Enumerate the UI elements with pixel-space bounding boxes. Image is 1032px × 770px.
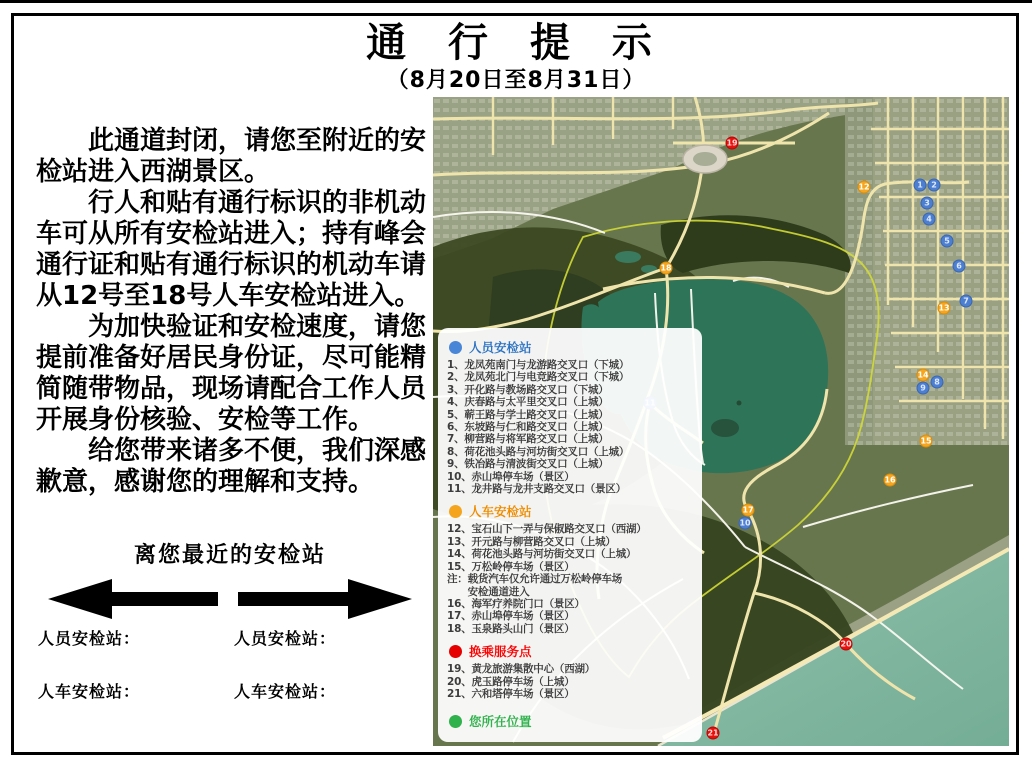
legend-item: 8、荷花池头路与河坊街交叉口（上城）	[447, 445, 630, 458]
map-marker-10: 10	[739, 517, 752, 530]
legend-section-title: 换乘服务点	[469, 644, 532, 660]
person-checkpoints-dot-icon	[449, 341, 462, 354]
vehicle-checkpoint-label-left: 人车安检站：	[38, 682, 141, 701]
nearest-checkpoint-labels	[38, 626, 430, 732]
map-marker-8: 8	[931, 376, 944, 389]
legend-item: 7、柳营路与将军路交叉口（上城）	[447, 433, 609, 446]
notice-paragraph: 行人和贴有通行标识的非机动车可从所有安检站进入；持有峰会通行证和贴有通行标识的机动车请从12号至18号人车安检站进入。	[36, 188, 427, 311]
left-arrow-icon	[48, 579, 218, 619]
legend-item: 15、万松岭停车场（景区）	[447, 560, 575, 573]
map-legend-panel	[438, 328, 702, 742]
map-marker-16: 16	[884, 474, 897, 487]
vehicle-checkpoint-label-right: 人车安检站：	[234, 682, 337, 701]
map-marker-5: 5	[941, 235, 954, 248]
legend-item: 19、黄龙旅游集散中心（西湖）	[447, 663, 596, 676]
legend-item: 6、东坡路与仁和路交叉口（上城）	[447, 421, 609, 434]
map-marker-3: 3	[921, 197, 934, 210]
legend-item: 10、赤山埠停车场（景区）	[447, 470, 575, 483]
legend-item: 1、龙凤苑南门与龙游路交叉口（下城）	[447, 359, 630, 371]
notice-paragraph: 给您带来诸多不便，我们深感歉意，感谢您的理解和支持。	[36, 436, 427, 497]
legend-item: 14、荷花池头路与河坊街交叉口（上城）	[447, 548, 637, 561]
nearest-checkpoint-heading: 离您最近的安检站	[133, 543, 326, 568]
legend-item: 2、龙凤苑北门与电竞路交叉口（下城）	[447, 371, 630, 384]
map-marker-4: 4	[923, 213, 936, 226]
transfer-points-dot-icon	[449, 645, 462, 658]
map-marker-2: 2	[928, 179, 941, 192]
page-title: 通 行 提 示	[366, 20, 666, 66]
legend-item: 9、铁冶路与清波街交叉口（上城）	[447, 458, 609, 471]
map-marker-6: 6	[953, 260, 966, 273]
notice-paragraph: 此通道封闭，请您至附近的安检站进入西湖景区。	[36, 126, 427, 187]
legend-item: 16、海军疗养院门口（景区）	[447, 597, 585, 610]
map-marker-12: 12	[858, 181, 871, 194]
legend-item: 注：载货汽车仅允许通过万松岭停车场	[447, 573, 623, 586]
map-marker-18: 18	[660, 262, 673, 275]
legend-item: 5、蕲王路与学士路交叉口（上城）	[447, 408, 609, 421]
your-location-dot-icon	[449, 715, 462, 728]
map-marker-13: 13	[938, 302, 951, 315]
map-marker-1: 1	[914, 179, 927, 192]
legend-item: 18、玉泉路头山门（景区）	[447, 622, 575, 635]
legend-item: 20、虎玉路停车场（上城）	[447, 675, 575, 688]
map-marker-19: 19	[726, 137, 739, 150]
map-marker-9: 9	[917, 382, 930, 395]
person-checkpoint-label-left: 人员安检站：	[38, 629, 141, 648]
legend-section-transfer-points	[447, 642, 693, 700]
map-marker-14: 14	[917, 369, 930, 382]
legend-item: 13、开元路与柳营路交叉口（上城）	[447, 535, 616, 548]
notice-paragraph: 为加快验证和安检速度，请您提前准备好居民身份证，尽可能精简随带物品，现场请配合工作人员开展身份核验、安检等工作。	[36, 312, 427, 435]
notice-paragraphs	[36, 126, 432, 498]
legend-section-title: 您所在位置	[469, 714, 532, 730]
map-marker-21: 21	[707, 727, 720, 740]
right-arrow-icon	[238, 579, 412, 619]
map-marker-15: 15	[920, 435, 933, 448]
legend-section-title: 人员安检站	[469, 340, 532, 355]
direction-arrows	[30, 572, 430, 626]
top-border-strip	[0, 0, 1032, 3]
legend-section-person-checkpoints	[447, 338, 693, 495]
map-marker-20: 20	[840, 638, 853, 651]
page-subtitle: （8月20日至8月31日）	[386, 68, 646, 93]
legend-item: 4、庆春路与太平里交叉口（上城）	[447, 396, 609, 409]
legend-section-vehicle-checkpoints	[447, 502, 693, 635]
map-marker-17: 17	[742, 504, 755, 517]
legend-item: 3、开化路与教场路交叉口（下城）	[447, 383, 609, 396]
legend-item: 安检通道进入	[447, 585, 530, 598]
vehicle-checkpoints-dot-icon	[449, 505, 462, 518]
legend-item: 17、赤山埠停车场（景区）	[447, 610, 575, 623]
legend-item: 11、龙井路与龙井支路交叉口（景区）	[447, 483, 627, 496]
west-lake-satellite-map	[433, 97, 1009, 746]
legend-section-title: 人车安检站	[469, 504, 532, 520]
map-marker-7: 7	[960, 295, 973, 308]
legend-section-your-location	[447, 712, 693, 730]
person-checkpoint-label-right: 人员安检站：	[234, 629, 337, 648]
legend-item: 21、六和塔停车场（景区）	[447, 687, 575, 700]
legend-item: 12、宝石山下一弄与保俶路交叉口（西湖）	[447, 523, 647, 536]
